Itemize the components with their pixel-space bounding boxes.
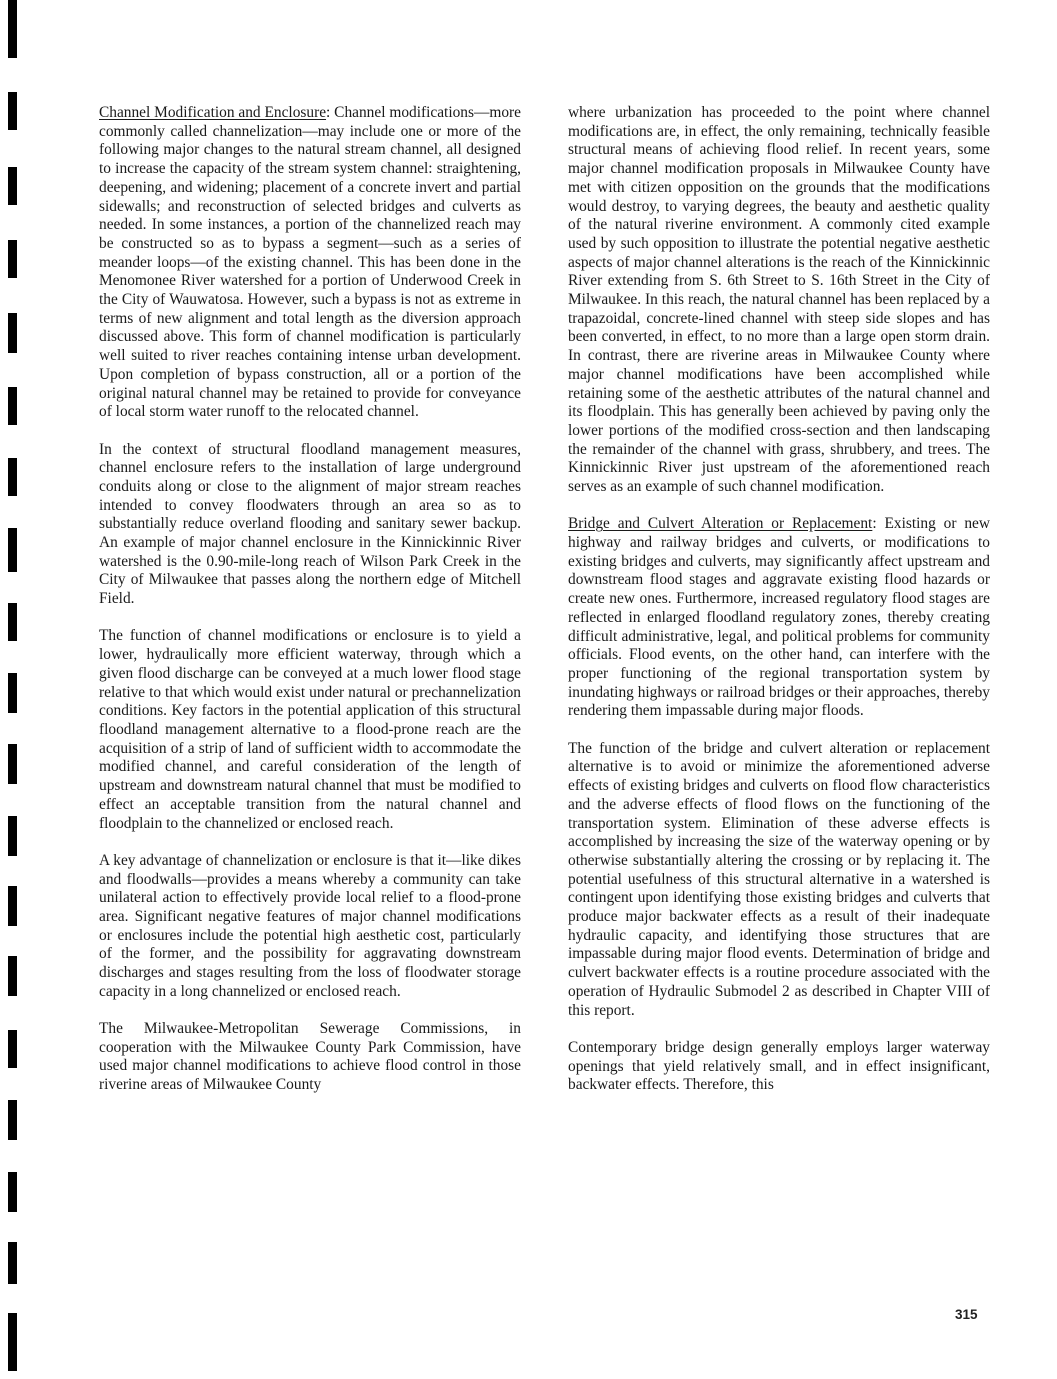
binding-mark — [8, 528, 17, 572]
binding-mark — [8, 1100, 17, 1140]
page-number: 315 — [955, 1307, 978, 1322]
binding-mark — [8, 744, 17, 784]
binding-mark — [8, 956, 17, 996]
paragraph-text: : Channel modifications—more commonly called channelization—may include one or more of the following major changes to the natural stream channel, all designed to increase the capacity of the stream system channel: straightening, deepening, and widening; placement of a concrete invert and partial sidewalls; and reconstruction of selected bridges and culverts as needed. In some instances, a portion of the channelized reach may be constructed so as to bypass a segment—such as a series of meander loops—of the existing channel. This has been done in the Menomonee River watershed for a portion of Underwood Creek in the City of Wauwatosa. However, such a bypass is not as extreme in terms of new alignment and total length as the diversion approach discussed above. This form of channel modification is particularly well suited to river reaches containing intense urban development. Upon completion of bypass construction, all or a portion of the original natural channel may be retained to provide for conveyance of local storm water runoff to the relocated channel. — [99, 104, 521, 421]
binding-mark — [8, 1313, 17, 1371]
binding-mark — [8, 603, 17, 641]
paragraph-bridge-culvert — [568, 515, 990, 721]
paragraph-function-of-modifications: The function of channel modifications or enclosure is to yield a lower, hydraulically more efficient waterway, through which a given flood discharge can be conveyed at a much lower flood stage relative to that which would exist under natural or prechannelization conditions. Key factors in the potential application of this structural floodland management alternative to a flood-prone reach are the acquisition of a strip of land of sufficient width to accommodate the modified channel, and careful consideration of the length of upstream and downstream natural channel that must be modified to effect an acceptable transition from the natural channel and floodplain to the channelized or enclosed reach. — [99, 627, 521, 832]
paragraph-text: : Existing or new highway and railway bridges and culverts, or modifications to existing bridges and culverts, may significantly affect upstream and downstream flood stages and aggravate existing flood hazards or create new ones. Furthermore, increased regulatory flood stages are reflected in enlarged floodland regulatory zones, thereby creating difficult administrative, legal, and political problems for community officials. Flood events, on the other hand, can interfere with the proper functioning of the regional transportation system by inundating highways or railroad bridges or their approaches, thereby rendering them impassable during major floods. — [568, 515, 990, 720]
binding-mark — [8, 92, 17, 130]
paragraph-contemporary-design: Contemporary bridge design generally employs larger waterway openings that yield relatively small, and in effect insignificant, backwater effects. Therefore, this — [568, 1038, 990, 1094]
paragraph-sewerage-commissions: The Milwaukee-Metropolitan Sewerage Commissions, in cooperation with the Milwaukee County Park Commission, have used major channel modifications to achieve flood control in those riverine areas of Milwaukee County — [99, 1020, 521, 1094]
section-heading-channel-modification: Channel Modification and Enclosure — [99, 104, 327, 121]
binding-mark — [8, 240, 17, 278]
binding-mark — [8, 816, 17, 856]
binding-mark — [8, 1242, 17, 1284]
left-column — [99, 104, 521, 1113]
binding-mark — [8, 886, 17, 926]
binding-mark — [8, 387, 17, 425]
paragraph-urbanization: where urbanization has proceeded to the point where channel modifications are, in effect, the only remaining, technically feasible structural means of achieving flood relief. In recent years, some major channel modification proposals in Milwaukee County have met with citizen opposition on the grounds that the modifications would destroy, to varying degrees, the beauty and aesthetic quality of the natural riverine environment. A commonly cited example used by such opposition to illustrate the potential negative aesthetic aspects of major channel alterations is the reach of the Kinnickinnic River extending from S. 6th Street to S. 16th Street in the City of Milwaukee. In this reach, the natural channel has been replaced by a trapazoidal, concrete-lined channel with steep side slopes and has been converted, in effect, to no more than a large open storm drain. In contrast, there are riverine areas in Milwaukee County where major channel modifications have been accomplished while retaining some of the aesthetic attributes of the natural channel and its floodplain. This has generally been achieved by paving only the lower portions of the modified cross-section and then landscaping the remainder of the channel with grass, shrubbery, and trees. The Kinnickinnic River just upstream of the aforementioned reach serves as an example of such channel modification. — [568, 104, 990, 496]
binding-mark — [8, 458, 17, 496]
paragraph-channel-modification — [99, 104, 521, 422]
section-heading-bridge-culvert: Bridge and Culvert Alteration or Replacement — [568, 515, 873, 533]
paragraph-key-advantage: A key advantage of channelization or enclosure is that it—like dikes and floodwalls—provides a means whereby a community can take unilateral action to effectively provide local relief to a flood-prone area. Significant negative features of major channel modifications or enclosures include the potential high aesthetic cost, particularly of the former, and the possibility for aggravating downstream discharges and stages resulting from the loss of floodwater storage capacity in a long channelized or enclosed reach. — [99, 851, 521, 1000]
paragraph-function-of-alteration: The function of the bridge and culvert alteration or replacement alternative is to avoid or minimize the aforementioned adverse effects of existing bridges and culverts on flood flow characteristics and the adverse effects of flood flows on the functioning of the transportation system. Elimination of these adverse effects is accomplished by increasing the size of the waterway opening or by otherwise substantially altering the crossing or by replacing it. The potential usefulness of this structural alternative in a watershed is contingent upon identifying those existing bridges and culverts that produce major backwater effects as a result of their inadequate hydraulic capacity, and identifying those structures that are impassable during major flood events. Determination of bridge and culvert backwater effects is a routine procedure associated with the operation of Hydraulic Submodel 2 as described in Chapter VIII of this report. — [568, 739, 990, 1019]
binding-mark — [8, 0, 17, 58]
right-column — [568, 104, 990, 1114]
binding-mark — [8, 313, 17, 353]
binding-mark — [8, 167, 17, 205]
paragraph-channel-enclosure: In the context of structural floodland management measures, channel enclosure refers to the installation of large underground conduits along or close to the alignment of major stream reaches intended to convey floodwaters through an area so as to substantially reduce overland flooding and sanitary sewer backup. An example of major channel enclosure in the Kinnickinnic River watershed is the 0.90-mile-long reach of Wilson Park Creek in the City of Milwaukee that passes along the northern edge of Mitchell Field. — [99, 440, 521, 608]
binding-mark — [8, 1030, 17, 1068]
binding-mark — [8, 673, 17, 713]
binding-mark — [8, 1172, 17, 1212]
